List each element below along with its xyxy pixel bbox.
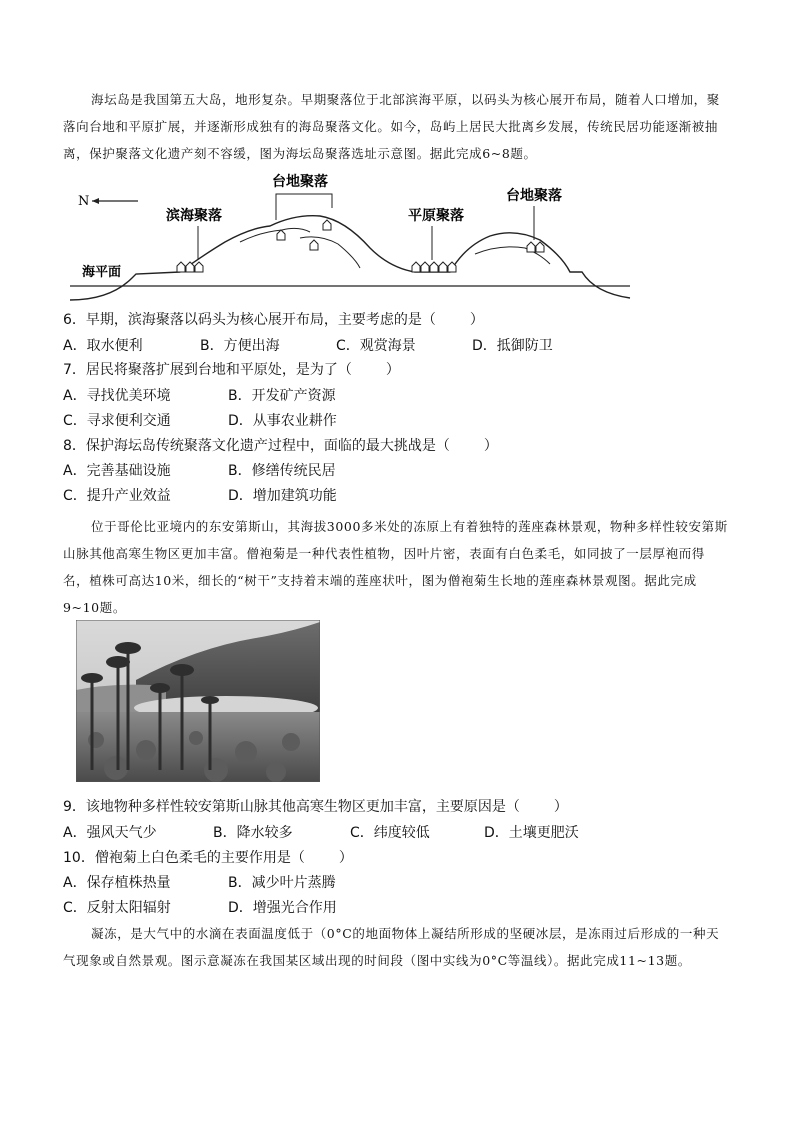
passage-glaze-ice-intro: 凝冻，是大气中的水滴在表面温度低于（0°C的地面物体上凝结所形成的坚硬冰层，是冻雨过后形成的一种天气现象或自然景观。图示意凝冻在我国某区域出现的时间段（图中实线为0°C等温线）。据此完成11~13题。 — [63, 926, 720, 968]
question-9-stem: 9．该地物种多样性较安第斯山脉其他高寒生物区更加丰富，主要原因是（ ） — [63, 799, 568, 815]
q6-option-b[interactable]: B．方便出海 — [200, 338, 280, 354]
north-label: N — [78, 194, 90, 209]
q7-option-d[interactable]: D．从事农业耕作 — [228, 413, 337, 429]
sea-level-label: 海平面 — [82, 265, 122, 280]
q7-option-b[interactable]: B．开发矿产资源 — [228, 388, 336, 404]
q6-option-a[interactable]: A．取水便利 — [63, 338, 143, 354]
terrace-settlement-label-2: 台地聚落 — [506, 188, 562, 204]
q9-option-a[interactable]: A．强风天气少 — [63, 825, 157, 841]
q7-option-c[interactable]: C．寻求便利交通 — [63, 413, 171, 429]
q10-option-b[interactable]: B．减少叶片蒸腾 — [228, 875, 336, 891]
question-10-stem: 10．僧袍菊上白色柔毛的主要作用是（ ） — [63, 850, 353, 866]
q8-option-c[interactable]: C．提升产业效益 — [63, 488, 171, 504]
question-6-stem: 6．早期，滨海聚落以码头为核心展开布局，主要考虑的是（ ） — [63, 312, 484, 328]
q9-option-d[interactable]: D．土壤更肥沃 — [484, 825, 579, 841]
question-8-stem: 8．保护海坛岛传统聚落文化遗产过程中，面临的最大挑战是（ ） — [63, 438, 498, 454]
q7-option-a[interactable]: A．寻找优美环境 — [63, 388, 171, 404]
q10-option-a[interactable]: A．保存植株热量 — [63, 875, 171, 891]
q9-option-c[interactable]: C．纬度较低 — [350, 825, 430, 841]
terrain-contour — [300, 237, 360, 268]
question-7-stem: 7．居民将聚落扩展到台地和平原处，是为了（ ） — [63, 362, 400, 378]
coastal-settlement-label: 滨海聚落 — [166, 208, 222, 224]
rosette-forest-photo — [76, 620, 320, 782]
terrace2-houses-icon — [527, 242, 544, 252]
passage-settlement-intro: 海坛岛是我国第五大岛，地形复杂。早期聚落位于北部滨海平原，以码头为核心展开布局，随着人口增加，聚落向台地和平原扩展，并逐渐形成独有的海岛聚落文化。如今，岛屿上居民大批离乡发展，传统民居功能逐渐被抽离，保护聚落文化遗产刻不容缓，图为海坛岛聚落选址示意图。据此完成6~8题。 — [63, 92, 720, 161]
terrace-settlement-label: 台地聚落 — [272, 174, 328, 190]
passage-andes-intro: 位于哥伦比亚境内的东安第斯山，其海拔3000多米处的冻原上有着独特的莲座森林景观，物种多样性较安第斯山脉其他高寒生物区更加丰富。僧袍菊是一种代表性植物，因叶片密，表面有白色柔毛，如同披了一层厚袍而得名，植株可高达10米，细长的“树干”支持着末端的莲座状叶，图为僧袍菊生长地的莲座森林景观图。据此完成9~10题。 — [63, 519, 728, 615]
terrain-profile — [70, 216, 630, 300]
q10-option-c[interactable]: C．反射太阳辐射 — [63, 900, 171, 916]
north-arrowhead-icon — [92, 198, 99, 204]
settlement-location-diagram — [70, 168, 640, 303]
q8-option-d[interactable]: D．增加建筑功能 — [228, 488, 337, 504]
q9-option-b[interactable]: B．降水较多 — [213, 825, 293, 841]
plain-houses-icon — [412, 262, 456, 272]
q10-option-d[interactable]: D．增强光合作用 — [228, 900, 337, 916]
terrace-houses-icon — [277, 220, 331, 250]
q6-option-c[interactable]: C．观赏海景 — [336, 338, 416, 354]
plain-settlement-label: 平原聚落 — [408, 208, 464, 224]
q6-option-d[interactable]: D．抵御防卫 — [472, 338, 553, 354]
q8-option-a[interactable]: A．完善基础设施 — [63, 463, 171, 479]
q8-option-b[interactable]: B．修缮传统民居 — [228, 463, 336, 479]
coastal-houses-icon — [177, 262, 203, 272]
